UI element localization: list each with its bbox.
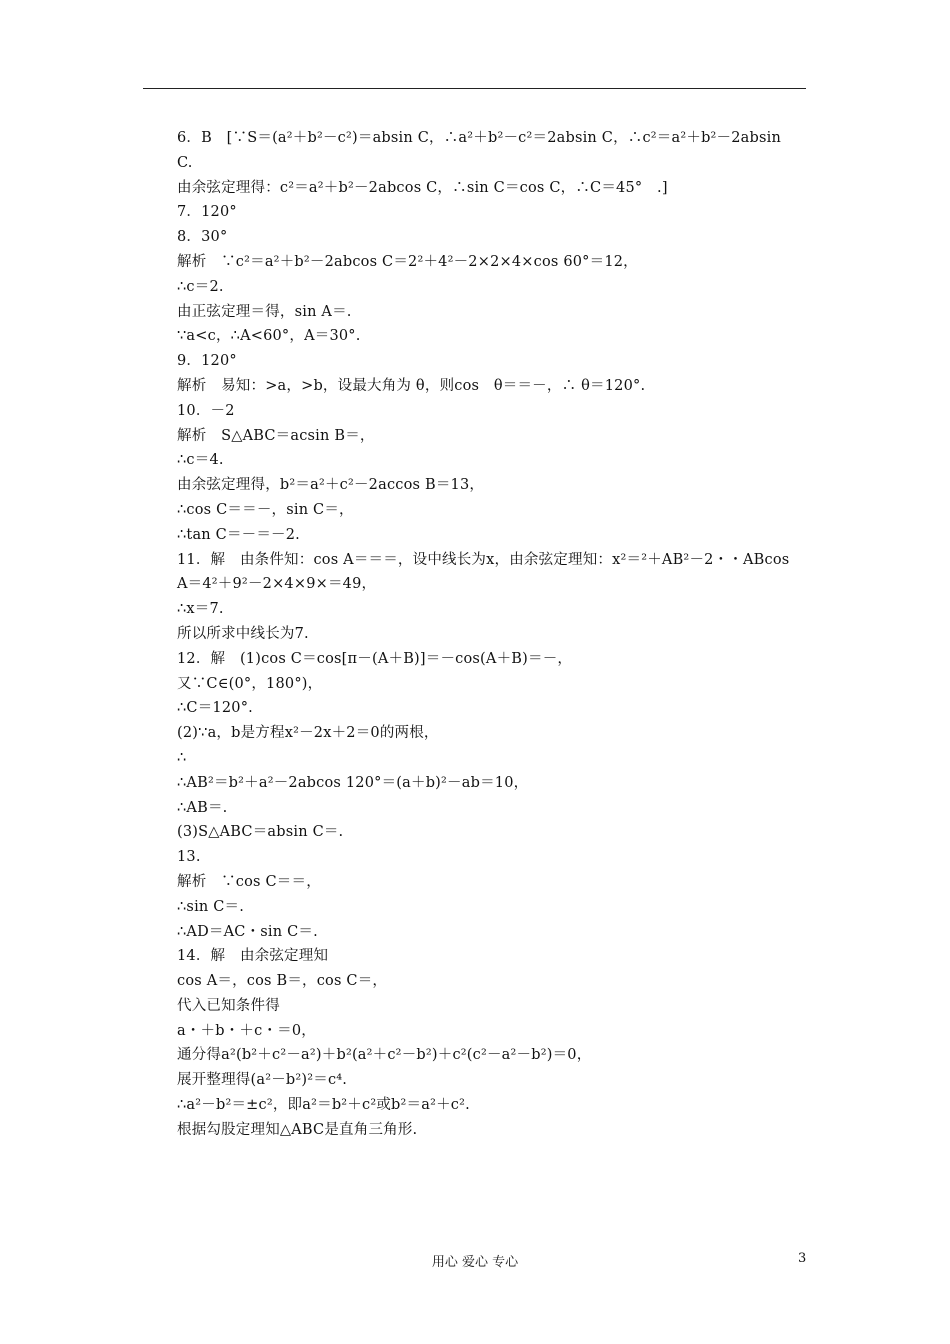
text-line: ∴c＝4. <box>177 452 224 469</box>
text-line: 12．解 (1)cos C＝cos[π－(A＋B)]＝－cos(A＋B)＝－， <box>177 650 573 667</box>
text-line: ∴a²－b²＝±c²，即a²＝b²＋c²或b²＝a²＋c². <box>177 1097 470 1114</box>
text-line: 由正弦定理＝得，sin A＝. <box>177 303 352 320</box>
text-line: ∴AB²＝b²＋a²－2abcos 120°＝(a＋b)²－ab＝10， <box>177 774 529 791</box>
text-line: 9．120° <box>177 353 237 370</box>
text-line: (3)S△ABC＝absin C＝. <box>177 824 344 841</box>
text-line: C. <box>177 154 193 171</box>
text-line: 解析 S△ABC＝acsin B＝， <box>177 427 375 444</box>
text-line: ∴ <box>177 749 187 766</box>
text-line: 解析 ∵cos C＝＝， <box>177 873 321 890</box>
text-line: 通分得a²(b²＋c²－a²)＋b²(a²＋c²－b²)＋c²(c²－a²－b²)＝0， <box>177 1047 592 1064</box>
text-line: 解析 ∵c²＝a²＋b²－2abcos C＝2²＋4²－2×2×4×cos 60°＝12， <box>177 253 638 270</box>
page-footer: 用心 爱心 专心 <box>431 1255 519 1270</box>
text-line: 代入已知条件得 <box>177 997 280 1014</box>
text-line: 7．120° <box>177 204 237 221</box>
text-line: A＝4²＋9²－2×4×9×＝49， <box>177 576 377 593</box>
page-number: 3 <box>798 1251 807 1266</box>
text-line: 13. <box>177 849 201 866</box>
text-line: 由余弦定理得：c²＝a²＋b²－2abcos C，∴sin C＝cos C，∴C＝45° .] <box>177 179 668 196</box>
text-line: ∴c＝2. <box>177 278 224 295</box>
text-line: ∴AB＝. <box>177 799 228 816</box>
text-line: ∴tan C＝－＝－2. <box>177 526 300 543</box>
text-line: ∴AD＝AC・sin C＝. <box>177 923 318 940</box>
text-line: a・＋b・＋c・＝0， <box>177 1022 316 1039</box>
text-line: ∴x＝7. <box>177 601 224 618</box>
text-line: 8．30° <box>177 229 228 246</box>
text-line: 10．－2 <box>177 402 235 419</box>
text-line: 由余弦定理得，b²＝a²＋c²－2accos B＝13， <box>177 477 485 494</box>
text-line: ∵a<c，∴A<60°，A＝30°. <box>177 328 361 345</box>
text-line: 根据勾股定理知△ABC是直角三角形. <box>177 1121 418 1138</box>
text-line: 又∵C∈(0°，180°)， <box>177 675 323 692</box>
text-line: cos A＝，cos B＝，cos C＝， <box>177 973 388 990</box>
text-line: 11．解 由条件知：cos A＝＝＝，设中线长为x，由余弦定理知：x²＝²＋AB²－2・・ABcos <box>177 551 790 568</box>
text-line: ∴C＝120°. <box>177 700 253 717</box>
text-line: 解析 易知：>a，>b，设最大角为 θ，则cos θ＝＝－，∴ θ＝120°. <box>177 377 646 394</box>
text-line: 6．B [∵S＝(a²＋b²－c²)＝absin C，∴a²＋b²－c²＝2absin C，∴c²＝a²＋b²－2absin <box>177 130 782 146</box>
text-line: 所以所求中线长为7. <box>177 625 309 642</box>
text-line: 14．解 由余弦定理知 <box>177 948 329 965</box>
text-line: (2)∵a，b是方程x²－2x＋2＝0的两根， <box>177 725 439 742</box>
answer-content <box>177 126 812 1143</box>
text-line: 展开整理得(a²－b²)²＝c⁴. <box>177 1072 348 1089</box>
text-line: ∴cos C＝＝－，sin C＝， <box>177 501 354 518</box>
header-rule <box>143 88 806 89</box>
text-line: ∴sin C＝. <box>177 898 245 915</box>
